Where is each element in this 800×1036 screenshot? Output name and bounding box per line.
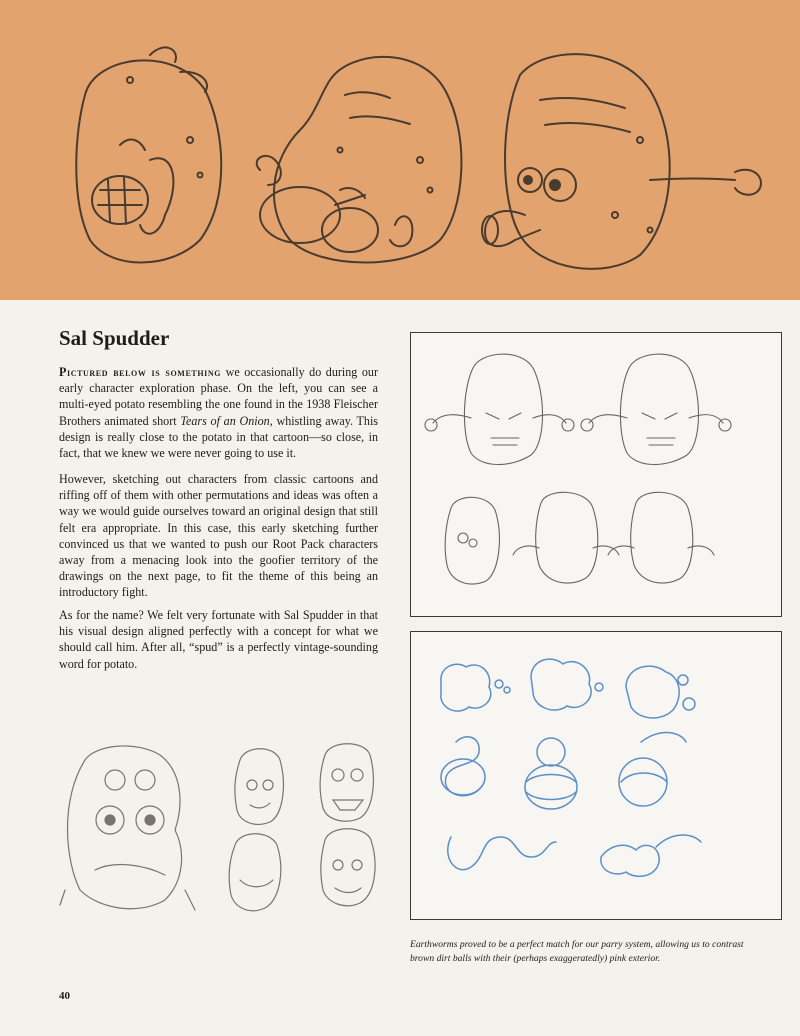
small-potato-sketch-2 xyxy=(320,744,373,821)
paragraph-name: As for the name? We felt very fortunate with Sal Spudder in that his visual design aligned perfectly with a concept for what we should call him. After all, “spud” is a perfectly vintage-sounding word for potato. xyxy=(59,608,378,671)
sketch-panel-earthworms xyxy=(410,631,782,920)
earthworm-sketches xyxy=(411,632,781,919)
potato-variations-sketch xyxy=(411,333,781,616)
calm-potato-sketch-1 xyxy=(445,497,499,584)
angry-potato-sketch xyxy=(425,354,574,464)
film-title: Tears of an Onion xyxy=(180,413,270,428)
worm-sketch-2 xyxy=(525,738,577,809)
paragraph-lead: Pictured below is something xyxy=(59,365,222,379)
sketch-panel-potatoes xyxy=(410,332,782,617)
figure-caption: Earthworms proved to be a perfect match for our parry system, allowing us to contrast brown dirt balls with their (perhaps exaggeratedly) pink exterior. xyxy=(410,939,744,964)
worm-sketch-1 xyxy=(441,737,485,796)
potato-sketch-shooting xyxy=(482,54,761,269)
paragraph-intro xyxy=(59,364,378,461)
worm-sketch-4 xyxy=(448,837,556,870)
small-potato-sketch-4 xyxy=(321,829,375,906)
potato-sketches-banner xyxy=(0,0,800,300)
dirt-ball-sketch-3 xyxy=(626,666,695,718)
small-potato-sketch-3 xyxy=(229,834,281,911)
pencil-sketches-multi-eyed-potato xyxy=(55,740,385,930)
angry-potato-sketch-2 xyxy=(581,354,731,464)
potato-sketch-curled xyxy=(257,57,462,263)
paragraph-sketching: However, sketching out characters from classic cartoons and riffing off of them with other permutations and ideas was often a way we would guide ourselves toward an original design that still felt era appropriate. In this case, this early sketching further convinced us that we wanted to push our Root Pack characters away from a menacing look into the goofier territory of the drawings on the next page, to fit the theme of this being an introductory fight. xyxy=(59,472,378,600)
calm-potato-sketch-3 xyxy=(608,492,714,583)
worm-sketch-3 xyxy=(619,733,686,806)
calm-potato-sketch-2 xyxy=(513,492,619,583)
banner-artwork xyxy=(0,0,800,300)
small-potato-sketch-1 xyxy=(235,749,284,825)
page-title: Sal Spudder xyxy=(59,326,170,350)
dirt-ball-sketch-1 xyxy=(441,664,510,711)
large-multi-eyed-potato xyxy=(60,746,195,910)
potato-sketch-crying xyxy=(76,47,221,262)
worm-sketch-5 xyxy=(601,835,701,876)
multi-eyed-potato-sketch xyxy=(55,740,385,925)
page-number: 40 xyxy=(59,990,70,1002)
paragraph-text-after: , whistling away. This design is really close to the potato in that cartoon—so close, in fact, that we knew we were never going to use it. xyxy=(59,413,379,461)
paragraph-text: we occasionally do during our early character exploration phase. On the left, you can see a multi-eyed potato resembling the one found in the 1938 Fleischer Brothers animated short xyxy=(59,365,378,428)
dirt-ball-sketch-2 xyxy=(531,659,603,710)
